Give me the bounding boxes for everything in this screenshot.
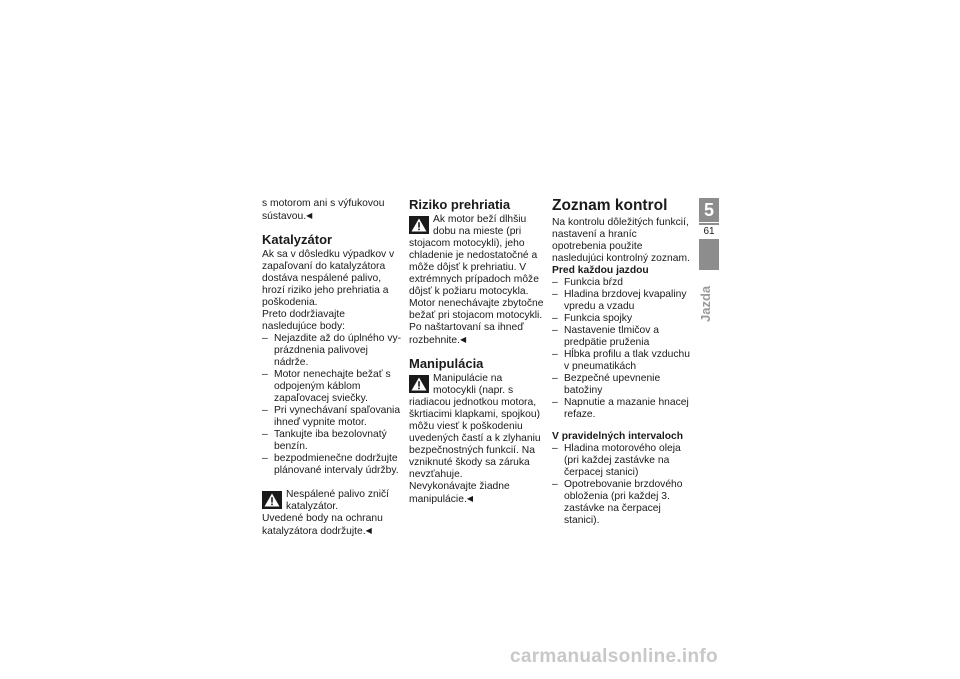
before-ride-list	[552, 277, 690, 421]
list-item: – bezpodmienečne dodržujte plánované intervaly údržby.	[262, 453, 402, 477]
list-item: – Hĺbka profilu a tlak vzduchu v pneumatikách	[552, 349, 690, 373]
list-item: – Pri vynechávaní spaľovania ihneď vypnite motor.	[262, 405, 402, 429]
list-item: – Nastavenie tlmičov a predpätie pruženia	[552, 325, 690, 349]
warning-icon	[262, 491, 282, 509]
list-item: – Tankujte iba bezolovnatý benzín.	[262, 429, 402, 453]
list-item: – Hladina brzdovej kvapaliny vpredu a vzadu	[552, 289, 690, 313]
catalyst-paragraph: Ak sa v dôsledku výpadkov v zapaľovaní do katalyzátora dostáva nespálené palivo, hrozí riziko jeho prehriatia a poškodenia.	[262, 249, 395, 308]
tab-divider	[699, 222, 719, 223]
intro-text	[262, 198, 402, 223]
list-item: – Nejazdite až do úplného vyprázdnenia palivovej nádrže.	[262, 333, 402, 369]
list-item: – Funkcia spojky	[552, 313, 690, 325]
page-number: 61	[699, 225, 719, 239]
catalyst-warning-text-2: Uvedené body na ochranu katalyzátora dodržujte.	[262, 513, 383, 537]
list-item: – Funkcia bŕzd	[552, 277, 690, 289]
overheat-paragraph-3: Po naštartovaní sa ihneď rozbehnite.	[409, 322, 524, 346]
end-mark-icon: ◀	[459, 335, 467, 344]
checklist-heading: Zoznam kontrol	[552, 197, 668, 214]
overheat-paragraph-2: Motor nenechávajte zbytočne bežať pri stojacom motocykli.	[409, 298, 544, 321]
list-item: – Opotrebovanie brzdového obloženia (pri každej 3. zastávke na čerpacej stanici).	[552, 479, 690, 527]
overheat-warning	[409, 214, 546, 298]
overheat-heading: Riziko prehriatia	[409, 197, 511, 212]
list-item: – Motor nenechajte bežať s odpojeným káblom zapaľovacej sviečky.	[262, 369, 402, 405]
end-mark-icon: ◀	[466, 494, 473, 503]
end-mark-icon: ◀	[306, 211, 313, 220]
checklist-intro: Na kontrolu dôležitých funkcií, nastavení a hraníc opotrebenia použite nasledujúci kontrolný zoznam.	[552, 217, 690, 264]
end-mark-icon: ◀	[365, 526, 372, 535]
warning-icon	[409, 375, 429, 393]
column-2	[409, 198, 546, 506]
manipulation-warning-text: Manipulácie na motocykli (napr. s riadiacou jednotkou motora, škrtiacimi klapkami, spojkou) môžu viesť k poškodeniu uvedených častí a k zlyhaniu bezpečnostných funkcií. Na vzniknuté škody sa záruka nevzťahuje.	[409, 373, 541, 480]
catalyst-warning	[262, 489, 402, 538]
regular-intervals-list	[552, 443, 690, 527]
manipulation-paragraph-2: Nevykonávajte žiadne manipulácie.	[409, 481, 510, 505]
chapter-number: 5	[703, 200, 714, 220]
chapter-tab	[699, 198, 719, 270]
manipulation-warning	[409, 373, 546, 481]
column-3	[552, 198, 690, 527]
regular-intervals-heading: V pravidelných intervaloch	[552, 431, 684, 442]
watermark: carmanualsonline.info	[510, 646, 718, 667]
chapter-side-title: Jazda	[698, 285, 713, 322]
intro-line-1: s motorom ani s výfukovou	[262, 198, 385, 209]
manipulation-heading: Manipulácia	[409, 356, 484, 371]
list-item: – Hladina motorového oleja (pri každej zastávke na čerpacej stanici)	[552, 443, 690, 479]
catalyst-paragraph-2: Preto dodržiavajte nasledujúce body:	[262, 309, 346, 332]
intro-line-2: sústavou.	[262, 211, 307, 222]
overheat-warning-text: Ak motor beží dlhšiu dobu na mieste (pri stojacom motocykli), jeho chladenie je nedostatočné a môže dôjsť k prehriatiu. V extrémnych prípadoch môže dôjsť k požiaru motocykla.	[409, 214, 539, 297]
warning-icon	[409, 216, 429, 234]
catalyst-heading: Katalyzátor	[262, 232, 333, 247]
column-1	[262, 198, 402, 538]
list-item: – Bezpečné upevnenie batožiny	[552, 373, 690, 397]
catalyst-warning-text: Nespálené palivo zničí katalyzátor.	[286, 489, 390, 512]
list-item: – Napnutie a mazanie hnacej refaze.	[552, 397, 690, 421]
catalyst-list	[262, 333, 402, 477]
before-ride-heading: Pred každou jazdou	[552, 265, 649, 276]
